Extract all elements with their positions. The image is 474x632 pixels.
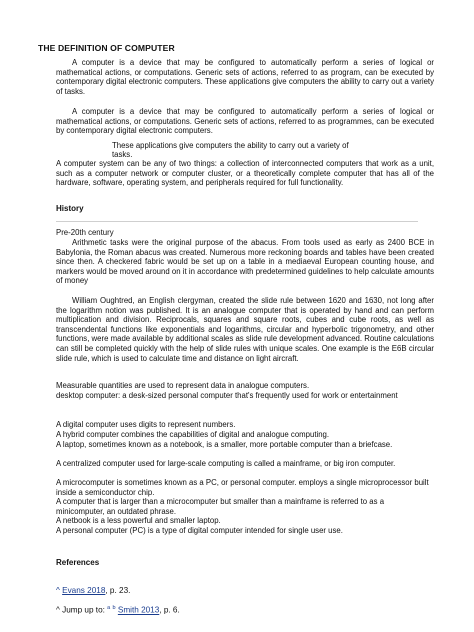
history-paragraph-analogue: Measurable quantities are used to represent data in analogue computers. bbox=[56, 381, 310, 390]
list-item: A microcomputer is sometimes known as a PC, or personal computer. employs a single microprocessor built inside a semiconductor chip. bbox=[56, 478, 429, 497]
list-item: A personal computer (PC) is a type of digital computer intended for single user use. bbox=[56, 526, 343, 535]
list-item: A computer that is larger than a microcomputer but smaller than a mainframe is referred to as a minicomputer, an outdated phrase. bbox=[56, 497, 385, 516]
history-heading: History bbox=[56, 204, 84, 213]
reference-page: , p. 6. bbox=[159, 605, 180, 615]
reference-2 bbox=[56, 604, 180, 615]
page-title: THE DEFINITION OF COMPUTER bbox=[38, 43, 175, 53]
list-item: A netbook is a less powerful and smaller laptop. bbox=[56, 516, 221, 525]
backlink-a[interactable]: a bbox=[107, 605, 111, 611]
backlink-caret[interactable]: ^ bbox=[56, 586, 60, 595]
history-subheading: Pre-20th century bbox=[56, 228, 114, 237]
reference-link-evans[interactable]: Evans 2018 bbox=[62, 586, 106, 595]
list-item: A centralized computer used for large-scale computing is called a mainframe, or big iron computer. bbox=[56, 459, 396, 468]
list-item: A laptop, sometimes known as a notebook, is a smaller, more portable computer than a briefcase. bbox=[56, 440, 393, 449]
intro-paragraph-3a: These applications give computers the ability to carry out a variety of bbox=[112, 141, 349, 150]
intro-paragraph-2: A computer is a device that may be configured to automatically perform a series of logical or mathematical actions, or computations. Generic sets of actions, referred to as programmes, can be executed by contemporary digital electronic computers. bbox=[56, 107, 434, 136]
intro-paragraph-3b: tasks. bbox=[112, 150, 133, 159]
jump-up-label: ^ Jump up to: bbox=[56, 605, 108, 615]
references-heading: References bbox=[56, 558, 100, 567]
history-paragraph-slide-rule: William Oughtred, an English clergyman, created the slide rule between 1620 and 1630, not long after the logarithm notion was published. It is an analogue computer that is operated by hand and can perform multiplication and division. Reciprocals, squares and square roots, cubes and cube roots, as well as transcendental functions like exponentials and logarithms, circular and hyperbolic trigonometry, and other functions, were made available by additional scales as slide rule development advanced. Routine calculations can still be completed quickly with the help of slide rules with unique scales. One example is the E6B circular slide rule, which is used to calculate time and distance on light aircraft. bbox=[56, 296, 434, 363]
history-paragraph-abacus: Arithmetic tasks were the original purpose of the abacus. From tools used as early as 2400 BCE in Babylonia, the Roman abacus was created. Numerous more reckoning boards and tables have been created since then. A checkered fabric would be set up on a table in a mediaeval European counting house, and markers would be moved around on it in accordance with predetermined guidelines to help calculate amounts of money bbox=[56, 238, 434, 286]
history-paragraph-desktop: desktop computer: a desk-sized personal computer that's frequently used for work or entertainment bbox=[56, 391, 398, 400]
history-divider bbox=[56, 221, 418, 222]
intro-paragraph-1: A computer is a device that may be configured to automatically perform a series of logical or mathematical actions, or computations. Generic sets of actions, referred to as program, can be executed by contemporary digital electronic computers. These applications give computers the ability to carry out a variety of tasks. bbox=[56, 58, 434, 96]
reference-1 bbox=[56, 586, 130, 596]
reference-link-smith[interactable]: Smith 2013 bbox=[117, 605, 160, 615]
backlink-b[interactable]: b bbox=[112, 605, 116, 611]
intro-paragraph-4: A computer system can be any of two things: a collection of interconnected computers that work as a unit, such as a computer network or computer cluster, or a theoretically complete computer that has all of the hardware, software, operating system, and peripherals required for full functionality. bbox=[56, 159, 434, 188]
reference-page: , p. 23. bbox=[105, 586, 131, 595]
list-item: A hybrid computer combines the capabilities of digital and analogue computing. bbox=[56, 430, 330, 439]
list-item: A digital computer uses digits to represent numbers. bbox=[56, 420, 236, 429]
